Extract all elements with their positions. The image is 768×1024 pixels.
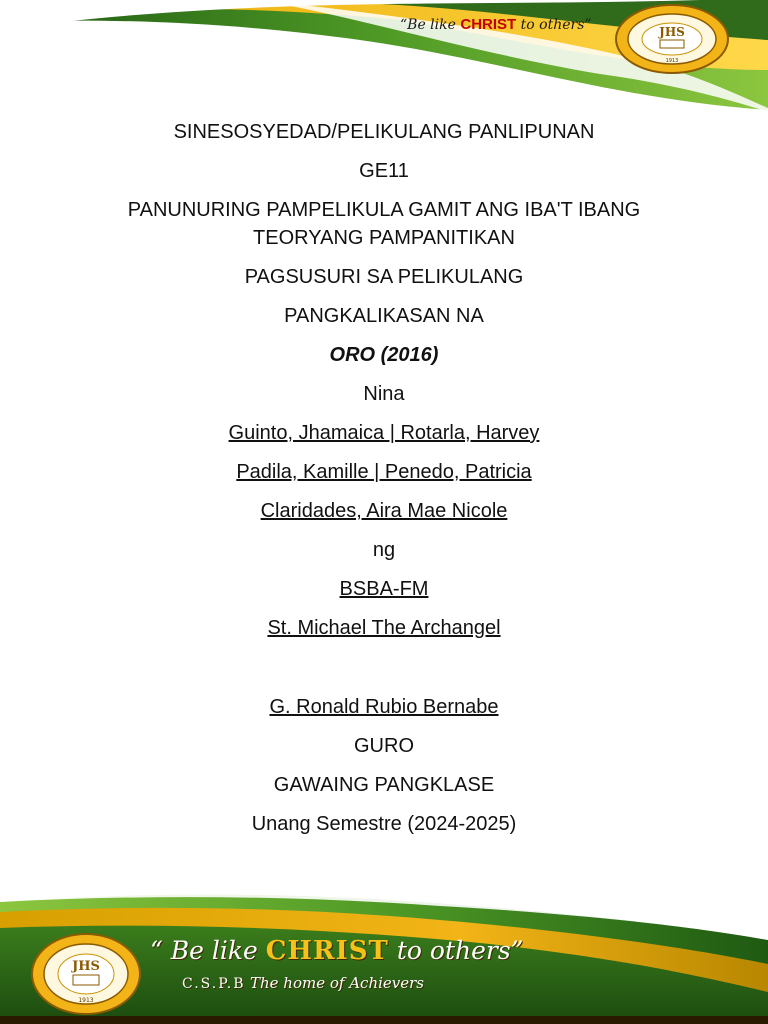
header-motto-christ: CHRIST xyxy=(460,16,517,33)
genre-line: PANGKALIKASAN NA xyxy=(284,305,484,327)
svg-text:JHS: JHS xyxy=(659,25,685,39)
svg-text:1913: 1913 xyxy=(78,997,94,1004)
header-motto-suffix: to others” xyxy=(520,17,592,33)
header-school-seal xyxy=(614,4,730,74)
section-name: St. Michael The Archangel xyxy=(267,617,501,639)
footer-tagline-text: The home of Achievers xyxy=(249,974,424,992)
footer-school-abbr: C.S.P.B xyxy=(182,976,246,992)
course-code: GE11 xyxy=(359,160,409,182)
program-name: BSBA-FM xyxy=(339,578,429,600)
svg-text:1913: 1913 xyxy=(665,58,679,64)
seal-icon xyxy=(614,4,730,74)
header-motto-prefix: “Be like xyxy=(400,17,456,33)
footer-motto xyxy=(150,936,523,966)
spacer xyxy=(0,653,768,693)
topic-line-2: TEORYANG PAMPANITIKAN xyxy=(253,227,515,249)
footer-motto-christ: CHRIST xyxy=(265,936,389,966)
seal-icon xyxy=(30,932,142,1016)
header-motto xyxy=(400,16,592,33)
course-title: SINESOSYEDAD/PELIKULANG PANLIPUNAN xyxy=(173,121,595,143)
activity-type: GAWAING PANGKLASE xyxy=(273,774,495,796)
footer-motto-prefix: “ Be like xyxy=(150,936,258,965)
by-label: Nina xyxy=(363,383,405,405)
footer-tagline xyxy=(182,974,424,992)
semester: Unang Semestre (2024-2025) xyxy=(251,813,517,835)
svg-text:JHS: JHS xyxy=(72,959,100,974)
topic-line-1: PANUNURING PAMPELIKULA GAMIT ANG IBA'T IBANG xyxy=(127,199,641,221)
footer-school-seal xyxy=(30,932,142,1016)
footer-motto-suffix: to others” xyxy=(396,936,524,965)
author-line-2: Padila, Kamille | Penedo, Patricia xyxy=(236,461,532,483)
analysis-line: PAGSUSURI SA PELIKULANG xyxy=(244,266,524,288)
teacher-name: G. Ronald Rubio Bernabe xyxy=(269,696,499,718)
header-banner xyxy=(0,0,768,112)
teacher-label: GURO xyxy=(354,735,414,757)
film-title: ORO (2016) xyxy=(329,344,439,366)
author-line-3: Claridades, Aira Mae Nicole xyxy=(260,500,508,522)
topic-title xyxy=(0,196,768,252)
of-label: ng xyxy=(372,539,396,561)
footer-banner xyxy=(0,884,768,1024)
author-line-1: Guinto, Jhamaica | Rotarla, Harvey xyxy=(228,422,540,444)
title-page-content xyxy=(0,118,768,849)
